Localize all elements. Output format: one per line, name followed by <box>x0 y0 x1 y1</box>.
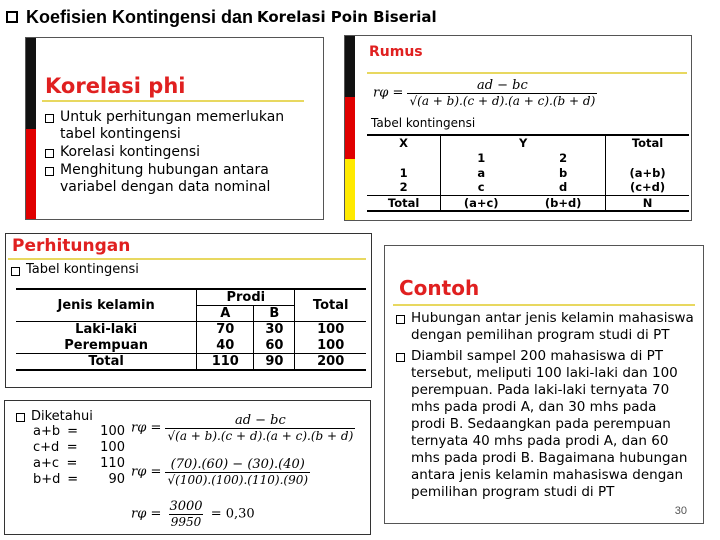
known-row: a+c = 110 <box>33 456 125 471</box>
table-caption: Tabel kontingensi <box>371 116 476 130</box>
panel-diketahui <box>4 400 371 535</box>
divider <box>8 258 366 260</box>
panel-title: Korelasi phi <box>45 74 186 98</box>
equation-result: rφ = $\frac{3000}{9950}$ = 0,30 <box>131 499 255 529</box>
phi-formula: rφ = $\frac{ad - bc}{√(a + b).(c + d).(a + c).(b + d)}$ <box>373 78 596 108</box>
table-subheader: 2 <box>521 150 605 165</box>
contingency-table <box>16 288 366 371</box>
bullet-list <box>44 109 306 197</box>
list-item: Tabel kontingensi <box>10 262 139 277</box>
table-row: Perempuan 40 60 100 <box>16 338 366 354</box>
known-values <box>15 409 125 488</box>
list-item: Korelasi kontingensi <box>44 144 306 161</box>
list-item: Hubungan antar jenis kelamin mahasiswa dengan pemilihan program studi di PT <box>395 310 695 344</box>
table-row: Total 110 90 200 <box>16 354 366 371</box>
table-row: Total (a+c) (b+d) N <box>367 195 689 211</box>
slide-header <box>6 4 437 30</box>
table-row: Laki-laki 70 30 100 <box>16 322 366 338</box>
panel-title: Perhitungan <box>12 236 131 256</box>
panel-perhitungan <box>5 233 372 388</box>
table-header: Jenis kelamin <box>16 289 197 322</box>
table-header: Prodi <box>197 289 295 306</box>
table-header: X <box>367 135 441 150</box>
color-stripe <box>345 36 355 220</box>
table-header: Total <box>606 135 689 150</box>
panel-contoh <box>384 245 704 524</box>
known-row: a+b = 100 <box>33 424 125 439</box>
slide-title: Koefisien Kontingensi dan <box>26 6 254 27</box>
bullet-list <box>395 310 695 505</box>
color-stripe <box>26 38 36 219</box>
contingency-table <box>367 134 689 212</box>
known-row: b+d = 90 <box>33 472 125 487</box>
divider <box>42 100 304 102</box>
table-subheader: A <box>197 306 254 322</box>
table-subheader: B <box>254 306 295 322</box>
known-row: c+d = 100 <box>33 440 125 455</box>
table-subheader: 1 <box>477 150 486 165</box>
slide-subtitle: Korelasi Poin Biserial <box>257 8 437 26</box>
table-header: Total <box>295 289 366 322</box>
panel-korelasi-phi <box>25 37 324 220</box>
panel-title: Contoh <box>399 276 480 300</box>
equation-substituted: rφ = $\frac{(70).(60) - (30).(40)}{√(100).(100).(110).(90)}$ <box>131 457 309 487</box>
table-row: 2 c d (c+d) <box>367 180 689 195</box>
known-label: Diketahui <box>15 409 125 424</box>
list-item: Untuk perhitungan memerlukan tabel kontingensi <box>44 109 306 143</box>
list-item: Diambil sampel 200 mahasiswa di PT tersebut, meliputi 100 laki-laki dan 100 perempuan. Pada laki-laki ternyata 70 mhs pada prodi A, dan 30 mhs pada prodi B. Sedaangkan pada perempuan ternyata 40 mhs pada prodi A, dan 60 mhs pada prodi B. Bagaimana hubungan antara jenis kelamin mahasiswa dengan pemilihan program studi di PT <box>395 348 695 501</box>
panel-title: Rumus <box>369 44 423 60</box>
page-number: 30 <box>674 505 687 517</box>
panel-rumus <box>344 35 692 221</box>
list-item: Menghitung hubungan antara variabel dengan data nominal <box>44 162 306 196</box>
table-header: Y <box>441 135 606 150</box>
checkbox-bullet-icon <box>6 11 18 23</box>
bullet-list <box>10 262 139 277</box>
equation-general: rφ = $\frac{ad - bc}{√(a + b).(c + d).(a + c).(b + d)}$ <box>131 413 354 443</box>
table-row: 1 a b (a+b) <box>367 165 689 180</box>
divider <box>393 304 695 306</box>
divider <box>367 72 687 74</box>
